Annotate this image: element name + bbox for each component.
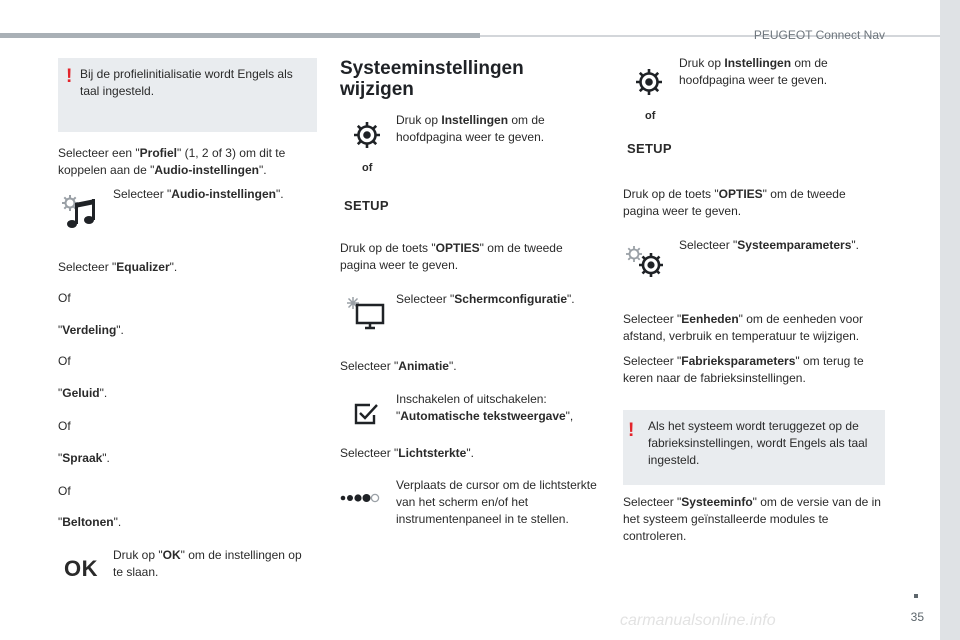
page-edge-strip — [940, 0, 960, 640]
of-4: Of — [58, 484, 71, 498]
top-rule-dark — [0, 33, 480, 38]
step-cursor: Verplaats de cursor om de lichtsterkte van het scherm en/of het instrumentenpaneel in te stellen. — [396, 478, 597, 526]
watermark: carmanualsonline.info — [620, 612, 776, 629]
ok-icon: OK — [64, 556, 98, 581]
header-title: PEUGEOT Connect Nav — [753, 28, 885, 42]
step-toggle: Inschakelen of uitschakelen: "Automatische tekstweergave", — [396, 392, 574, 423]
setup-button-label: SETUP — [627, 141, 672, 156]
of-3: Of — [58, 419, 71, 433]
option-beltonen: "Beltonen". — [58, 515, 122, 529]
paragraph-equalizer: Selecteer "Equalizer". — [58, 260, 178, 274]
warning-note-text: Bij de profielinitialisatie wordt Engels als taal ingesteld. — [80, 67, 293, 98]
gear-icon — [352, 120, 382, 150]
step-audio-settings: Selecteer "Audio-instellingen". — [113, 187, 284, 201]
gears-icon — [624, 244, 668, 280]
brightness-dots-icon — [340, 492, 380, 504]
of-label: of — [362, 162, 373, 174]
step-system-parameters: Selecteer "Systeemparameters". — [679, 238, 859, 252]
of-label: of — [645, 110, 656, 122]
option-geluid: "Geluid". — [58, 386, 108, 400]
page-marker-dot — [914, 594, 918, 598]
monitor-icon — [345, 296, 387, 332]
warning-note — [58, 58, 317, 132]
warning-note-text: Als het systeem wordt teruggezet op de fabrieksinstellingen, wordt Engels als taal ingesteld. — [648, 419, 868, 467]
gear-music-icon — [60, 193, 102, 231]
option-spraak: "Spraak". — [58, 451, 110, 465]
warning-note — [623, 410, 885, 485]
paragraph-profiel: Selecteer een "Profiel" (1, 2 of 3) om dit te koppelen aan de "Audio-instellingen". — [58, 146, 286, 177]
section-title: Systeeminstellingen wijzigen — [340, 58, 524, 100]
paragraph-fabrieksparameters: Selecteer "Fabrieksparameters" om terug te keren naar de fabrieksinstellingen. — [623, 354, 864, 385]
paragraph-animatie: Selecteer "Animatie". — [340, 359, 457, 373]
page-number: 35 — [910, 610, 924, 624]
step-settings: Druk op Instellingen om de hoofdpagina weer te geven. — [396, 113, 545, 144]
warning-icon: ! — [628, 420, 635, 441]
step-ok: Druk op "OK" om de instellingen op te slaan. — [113, 548, 302, 579]
setup-button-label: SETUP — [344, 198, 389, 213]
option-verdeling: "Verdeling". — [58, 323, 124, 337]
of-2: Of — [58, 354, 71, 368]
checkbox-icon — [354, 402, 380, 426]
gear-icon — [634, 67, 664, 97]
paragraph-opties: Druk op de toets "OPTIES" om de tweede pagina weer te geven. — [623, 187, 846, 218]
step-screen-config: Selecteer "Schermconfiguratie". — [396, 292, 575, 306]
paragraph-opties: Druk op de toets "OPTIES" om de tweede pagina weer te geven. — [340, 241, 563, 272]
paragraph-lichtsterkte: Selecteer "Lichtsterkte". — [340, 446, 474, 460]
step-settings: Druk op Instellingen om de hoofdpagina weer te geven. — [679, 56, 828, 87]
paragraph-systeeminfo: Selecteer "Systeeminfo" om de versie van de in het systeem geïnstalleerde modules te controleren. — [623, 495, 881, 543]
paragraph-eenheden: Selecteer "Eenheden" om de eenheden voor afstand, verbruik en temperatuur te wijzigen. — [623, 312, 864, 343]
of-1: Of — [58, 291, 71, 305]
warning-icon: ! — [66, 66, 73, 87]
